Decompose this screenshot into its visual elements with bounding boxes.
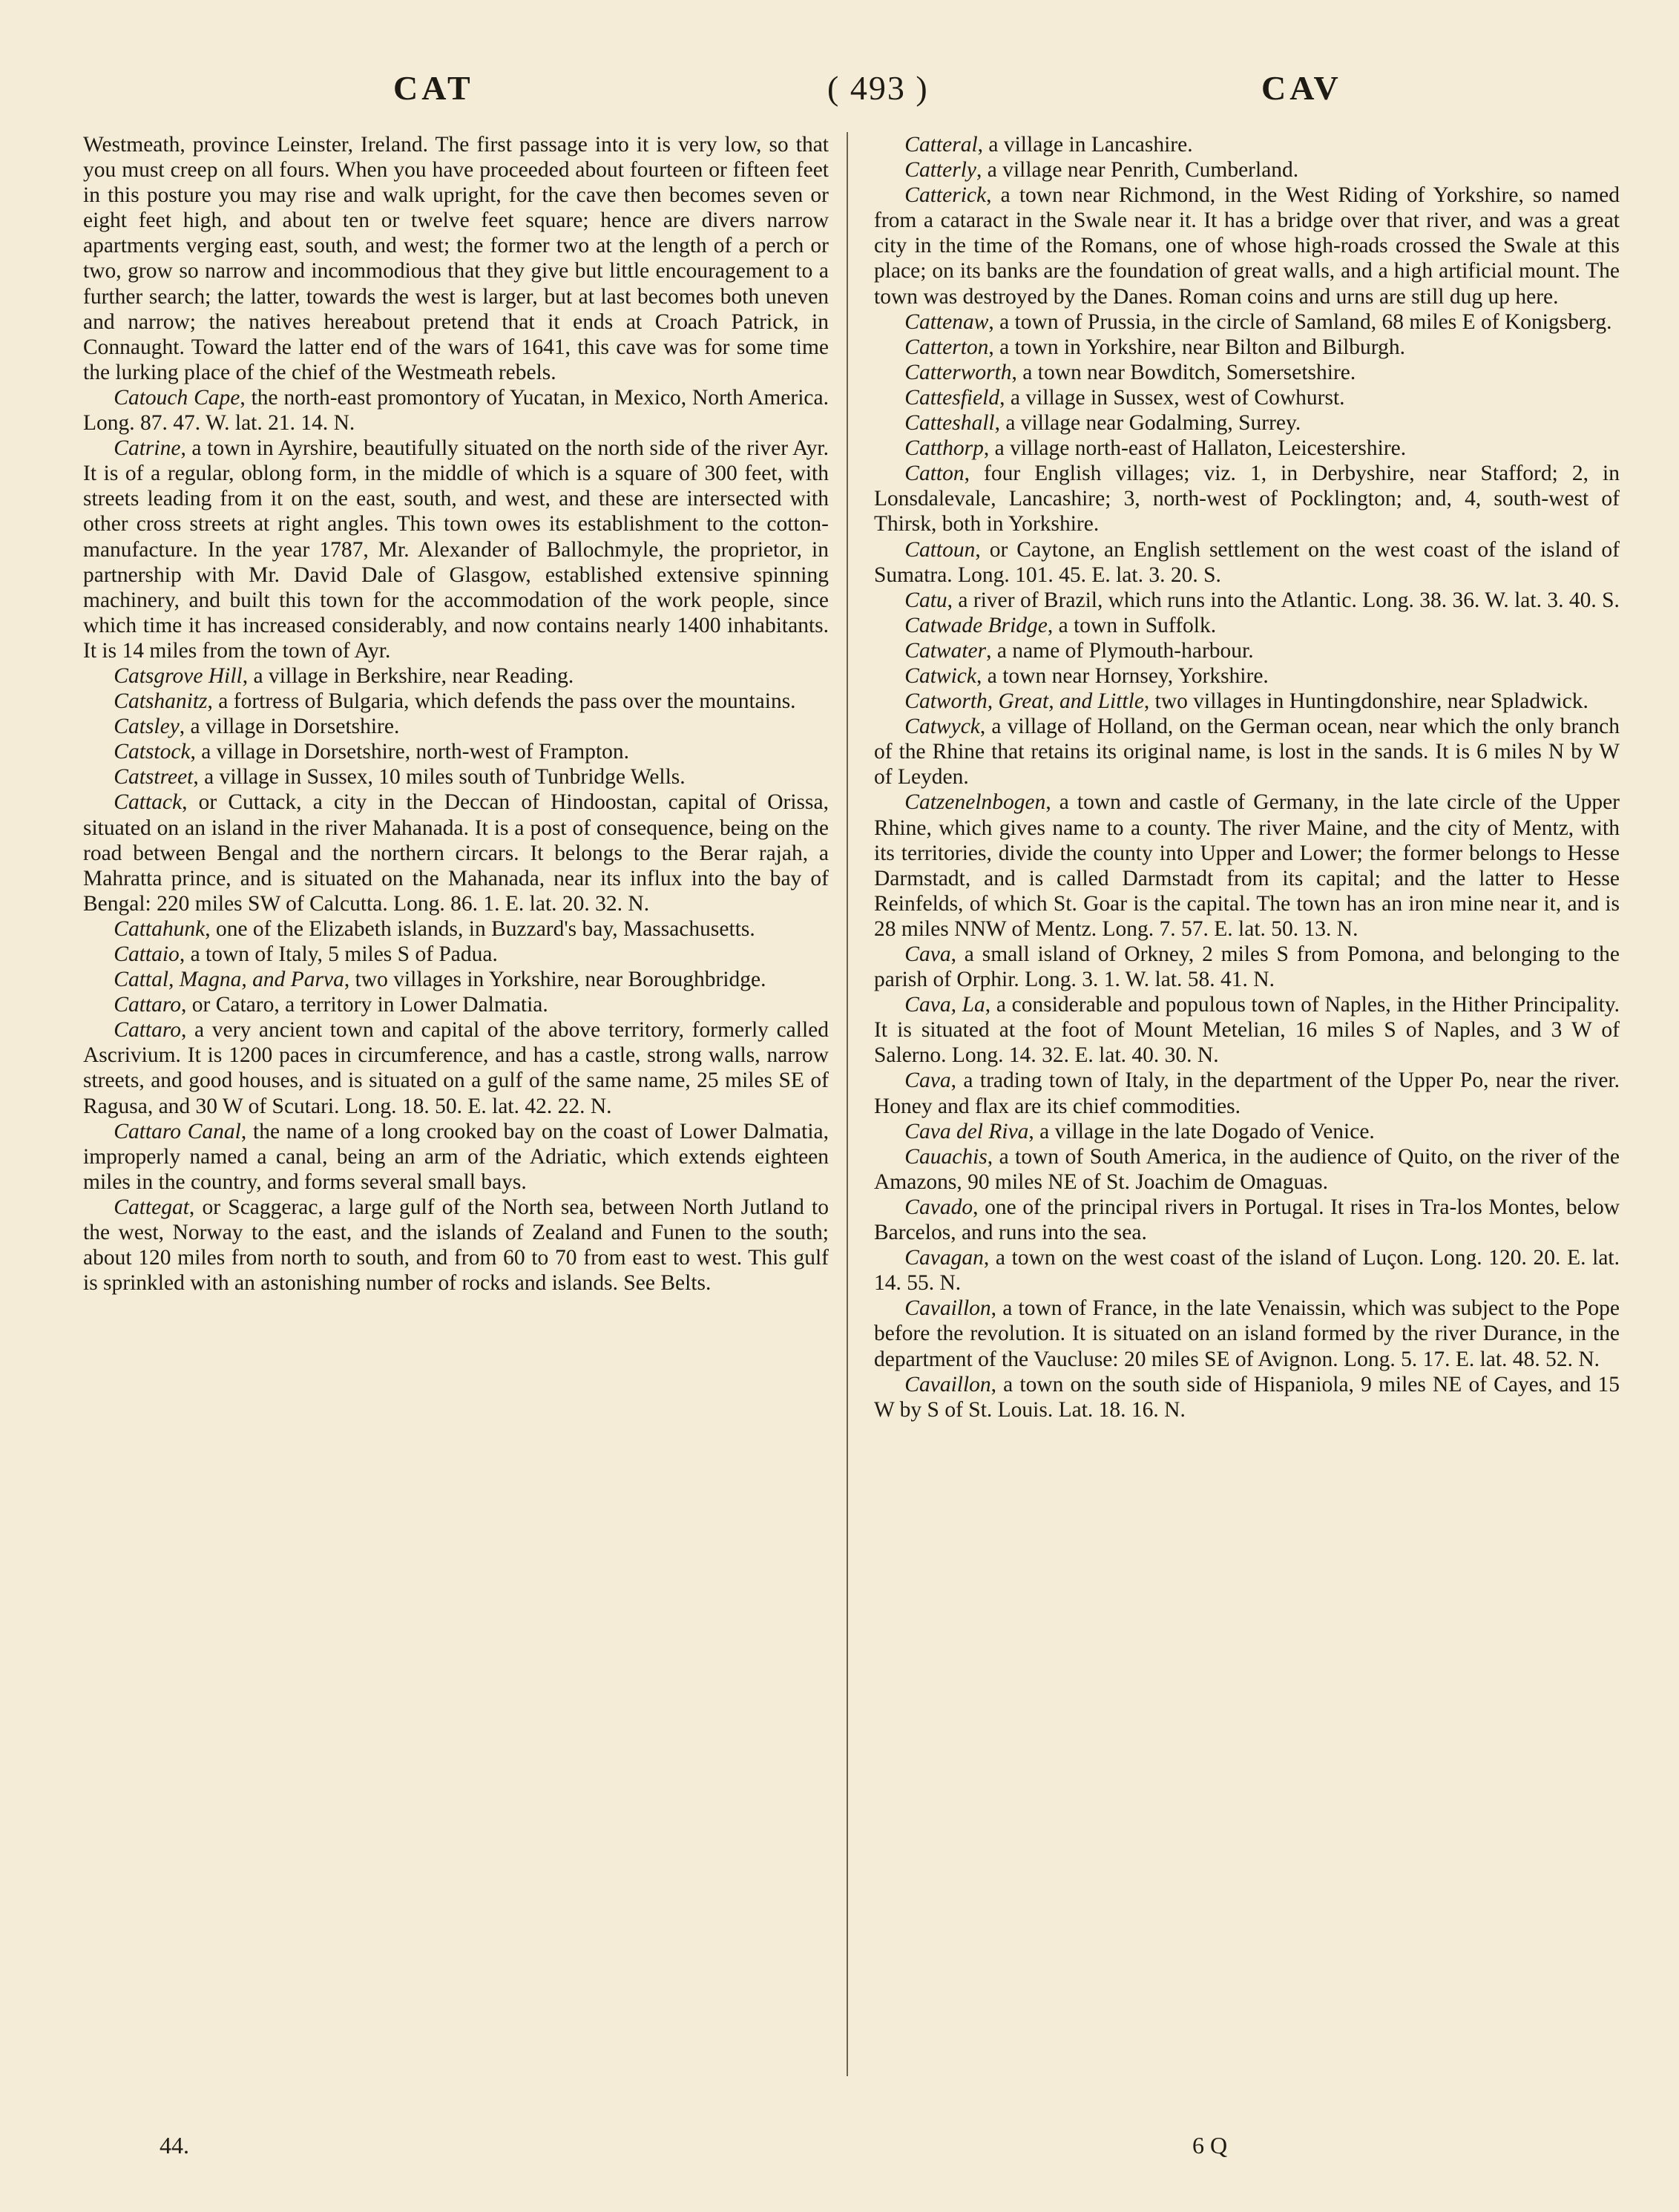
entry-text: , a village in Berkshire, near Reading. [242,663,574,688]
dictionary-entry [874,1144,1620,1195]
dictionary-entry [874,1068,1620,1118]
dictionary-entry [874,436,1620,461]
dictionary-entry [874,461,1620,536]
dictionary-entry [874,309,1620,335]
entry-headword: Catouch Cape [114,385,240,410]
header-left-catchword: CAT [393,69,474,107]
entry-headword: Cavaillon [904,1296,991,1321]
entry-text: , a town near Bowditch, Somersetshire. [1011,360,1356,384]
entry-headword: Cavado [904,1195,973,1219]
entry-headword: Cattaro Canal [114,1119,241,1143]
entry-headword: Catworth, Great, and Little [904,689,1144,714]
dictionary-entry [83,714,829,739]
entry-headword: Catwyck [904,715,980,739]
entry-text: , a town of Prussia, in the circle of Samland, 68 miles E of Konigsberg. [988,309,1612,334]
left-column [83,132,829,1296]
entry-text: , a town in Suffolk. [1047,613,1217,637]
entry-headword: Cattaro [114,993,182,1017]
right-column [874,132,1620,1422]
entry-headword: Catterly [904,158,976,183]
entry-headword: Catwater [904,638,987,663]
dictionary-entry [83,739,829,764]
entry-text: , one of the principal rivers in Portugal. It rises in Tra-los Montes, below Barcelos, and runs into the sea. [874,1195,1620,1245]
dictionary-entry [874,588,1620,613]
entry-text: , a town on the west coast of the island of Luçon. Long. 120. 20. E. lat. 14. 55. N. [874,1246,1620,1296]
entry-text: , a village north-east of Hallaton, Leicestershire. [983,436,1407,461]
entry-text: , a town on the south side of Hispaniola, 9 miles NE of Cayes, and 15 W by S of St. Louis. Lat. 18. 16. N. [874,1372,1620,1422]
entry-text: , a name of Plymouth-harbour. [986,638,1254,663]
entry-text: , or Scaggerac, a large gulf of the North sea, between North Jutland to the west, Norway to the east, and the islands of Zealand and Funen to the south; about 120 miles from north to south, and from 60 to 70 from east to west. This gulf is sprinkled with an astonishing number of rocks and islands. See Belts. [83,1195,829,1296]
dictionary-entry [874,790,1620,942]
entry-headword: Catsley [114,715,180,739]
entry-text: , one of the Elizabeth islands, in Buzzard's bay, Massachusetts. [205,916,755,941]
entry-text: , a town near Richmond, in the West Riding of Yorkshire, so named from a cataract in the Swale near it. It has a bridge over that river, and was a great city in the time of the Romans, one of whose high-roads crossed the Swale at this place; on its banks are the foundation of great walls, and a high artificial mount. The town was destroyed by the Danes. Roman coins and urns are still dug up here. [874,183,1620,309]
entry-text: , a small island of Orkney, 2 miles S from Pomona, and belonging to the parish of Orphir. Long. 3. 1. W. lat. 58. 41. N. [874,942,1620,992]
dictionary-entry [874,537,1620,588]
entry-text: , a town in Yorkshire, near Bilton and Bilburgh. [988,335,1405,359]
entry-text: , the name of a long crooked bay on the coast of Lower Dalmatia, improperly named a canal, being an arm of the Adriatic, which extends eighteen miles in the country, and forms several small bays. [83,1119,829,1194]
running-header [82,68,1610,120]
entry-headword: Catthorp [904,436,984,461]
dictionary-entry [874,1296,1620,1371]
entry-text: , or Cataro, a territory in Lower Dalmatia. [181,993,548,1017]
entry-headword: Cattahunk [114,916,206,941]
entry-headword: Cattaio [114,942,180,966]
entry-text: , a river of Brazil, which runs into the Atlantic. Long. 38. 36. W. lat. 3. 40. S. [947,588,1620,612]
dictionary-entry [83,942,829,967]
dictionary-entry [874,942,1620,992]
dictionary-entry [83,436,829,663]
header-right-catchword: CAV [1261,69,1342,107]
entry-headword: Cava, La [904,993,985,1017]
entry-text: , four English villages; viz. 1, in Derbyshire, near Stafford; 2, in Lonsdalevale, Lancashire; 3, north-west of Pocklington; and, 4, south-west of Thirsk, both in Yorkshire. [874,462,1620,536]
entry-headword: Catterton [904,335,989,359]
entry-headword: Catton [904,462,965,486]
entry-headword: Catteral [904,133,978,157]
dictionary-entry [874,335,1620,360]
dictionary-entry [83,967,829,992]
dictionary-entry [83,790,829,916]
dictionary-entry [83,132,829,385]
entry-text: Westmeath, province Leinster, Ireland. The first passage into it is very low, so that you must creep on all fours. When you have proceeded about fourteen or fifteen feet in this posture you may rise and walk upright, for the cave then becomes seven or eight feet high, and about ten or twelve feet square; hence are divers narrow apartments verging east, south, and west; the former two at the length of a perch or two, grow so narrow and incommodious that they give but little encouragement to a further search; the latter, towards the west is larger, but at last becomes both uneven and narrow; the natives hereabout pretend that it ends at Croach Patrick, in Connaught. Toward the latter end of the wars of 1641, this cave was for some time the lurking place of the chief of the Westmeath rebels. [83,133,829,384]
entry-text: , two villages in Yorkshire, near Boroughbridge. [344,968,766,992]
entry-text: , a town of South America, in the audience of Quito, on the river of the Amazons, 90 miles NE of St. Joachim de Omaguas. [874,1144,1620,1194]
entry-headword: Cava [904,1069,951,1093]
dictionary-entry [874,183,1620,309]
entry-headword: Cattal, Magna, and Parva [114,968,344,992]
dictionary-entry [874,638,1620,663]
dictionary-entry [874,360,1620,385]
dictionary-entry [874,613,1620,638]
dictionary-entry [83,764,829,790]
entry-headword: Catsgrove Hill [114,663,243,688]
entry-text: , a trading town of Italy, in the department of the Upper Po, near the river. Honey and flax are its chief commodities. [874,1069,1620,1118]
entry-headword: Cattenaw [904,309,989,334]
entry-headword: Catteshall [904,411,995,436]
dictionary-entry [874,714,1620,790]
entry-text: , a village in Dorsetshire, north-west of Frampton. [190,740,630,764]
dictionary-entry [874,1245,1620,1296]
dictionary-entry [83,1119,829,1195]
entry-text: , a town in Ayrshire, beautifully situated on the north side of the river Ayr. It is of a regular, oblong form, in the middle of which is a square of 300 feet, with streets leading from it on the east, south, and west, and these are intersected with other cross streets at right angles. This town owes its establishment to the cotton-manufacture. In the year 1787, Mr. Alexander of Ballochmyle, the proprietor, in partnership with Mr. David Dale of Glasgow, established extensive spinning machinery, and built this town for the accommodation of the work people, since which time it has increased considerably, and now contains nearly 1400 inhabitants. It is 14 miles from the town of Ayr. [83,436,829,663]
entry-text: , a village in Dorsetshire. [179,715,400,739]
column-divider [847,132,848,2076]
entry-headword: Catstreet [114,765,194,790]
entry-headword: Catstock [114,740,191,764]
entry-text: , a village near Penrith, Cumberland. [976,158,1299,183]
entry-headword: Cattesfield [904,385,1000,410]
entry-headword: Cattegat [114,1195,189,1219]
dictionary-entry [874,663,1620,689]
dictionary-entry [83,663,829,689]
dictionary-entry [874,1195,1620,1245]
signature-mark-left: 44. [160,2132,189,2159]
dictionary-entry [874,1119,1620,1144]
entry-headword: Catwick [904,663,976,688]
dictionary-entry [83,1195,829,1296]
dictionary-entry [874,132,1620,157]
entry-headword: Catwade Bridge [904,613,1048,637]
entry-text: , a village in Sussex, west of Cowhurst. [999,385,1345,410]
signature-mark-right: 6 Q [1192,2132,1228,2159]
dictionary-entry [874,157,1620,183]
dictionary-entry [83,1017,829,1118]
entry-headword: Catrine [114,436,181,461]
dictionary-entry [83,916,829,942]
entry-text: , a village in Lancashire. [977,133,1193,157]
entry-text: , a village in the late Dogado of Venice. [1028,1119,1375,1143]
entry-text: , a very ancient town and capital of the above territory, formerly called Ascrivium. It is 1200 paces in circumference, and has a castle, strong walls, narrow streets, and good houses, and is situated on a gulf of the same name, 25 miles SE of Ragusa, and 30 W of Scutari. Long. 18. 50. E. lat. 42. 22. N. [83,1018,829,1118]
dictionary-entry [874,992,1620,1068]
entry-headword: Cattoun [904,537,976,562]
dictionary-entry [83,385,829,436]
entry-text: , a town of Italy, 5 miles S of Padua. [179,942,498,966]
entry-headword: Cava [904,942,951,966]
entry-headword: Catu [904,588,947,612]
entry-text: , a town and castle of Germany, in the late circle of the Upper Rhine, which gives name to a county. The river Maine, and the city of Mentz, with its territories, divide the county into Upper and Lower; the former belongs to Hesse Darmstadt, and is called Darmstadt from its capital; and the latter to Hesse Reinfelds, of which St. Goar is the capital. The town has an iron mine near it, and is 28 miles NNW of Mentz. Long. 7. 57. E. lat. 50. 13. N. [874,790,1620,941]
dictionary-entry [874,1372,1620,1422]
dictionary-entry [83,992,829,1017]
dictionary-entry [874,410,1620,436]
entry-headword: Cavagan [904,1246,984,1270]
entry-headword: Catterworth [904,360,1012,384]
entry-text: , a fortress of Bulgaria, which defends the pass over the mountains. [207,689,796,714]
entry-text: , a village in Sussex, 10 miles south of Tunbridge Wells. [193,765,686,790]
entry-text: , the north-east promontory of Yucatan, in Mexico, North America. Long. 87. 47. W. lat. 21. 14. N. [83,385,829,436]
entry-headword: Catterick [904,183,987,208]
dictionary-entry [874,689,1620,714]
entry-headword: Catshanitz [114,689,208,714]
entry-headword: Cavaillon [904,1372,991,1397]
dictionary-entry [83,689,829,714]
entry-text: , a town of France, in the late Venaissin, which was subject to the Pope before the revolution. It is situated on an island formed by the river Durance, in the department of the Vaucluse: 20 miles SE of Avignon. Long. 5. 17. E. lat. 48. 52. N. [874,1296,1620,1371]
entry-headword: Cauachis [904,1144,988,1169]
entry-text: , a considerable and populous town of Naples, in the Hither Principality. It is situated at the foot of Mount Metelian, 16 miles S of Naples, and 3 W of Salerno. Long. 14. 32. E. lat. 40. 30. N. [874,993,1620,1068]
entry-text: , two villages in Huntingdonshire, near Spladwick. [1143,689,1588,714]
entry-headword: Cattaro [114,1018,182,1043]
entry-headword: Cava del Riva [904,1119,1029,1143]
page-number: ( 493 ) [827,69,929,107]
entry-text: , a village near Godalming, Surrey. [994,411,1301,436]
entry-headword: Cattack [114,790,183,815]
entry-headword: Catzenelnbogen [904,790,1046,815]
entry-text: , a village of Holland, on the German ocean, near which the only branch of the Rhine that retains its original name, is lost in the sands. It is 6 miles N by W of Leyden. [874,715,1620,790]
entry-text: , or Cuttack, a city in the Deccan of Hindoostan, capital of Orissa, situated on an island in the river Mahanada. It is a post of consequence, being on the road between Bengal and the northern circars. It belongs to the Berar rajah, a Mahratta prince, and is situated on the Mahanada, near its influx into the bay of Bengal: 220 miles SW of Calcutta. Long. 86. 1. E. lat. 20. 32. N. [83,790,829,916]
entry-text: , or Caytone, an English settlement on the west coast of the island of Sumatra. Long. 101. 45. E. lat. 3. 20. S. [874,537,1620,587]
entry-text: , a town near Hornsey, Yorkshire. [976,663,1269,688]
dictionary-entry [874,385,1620,410]
